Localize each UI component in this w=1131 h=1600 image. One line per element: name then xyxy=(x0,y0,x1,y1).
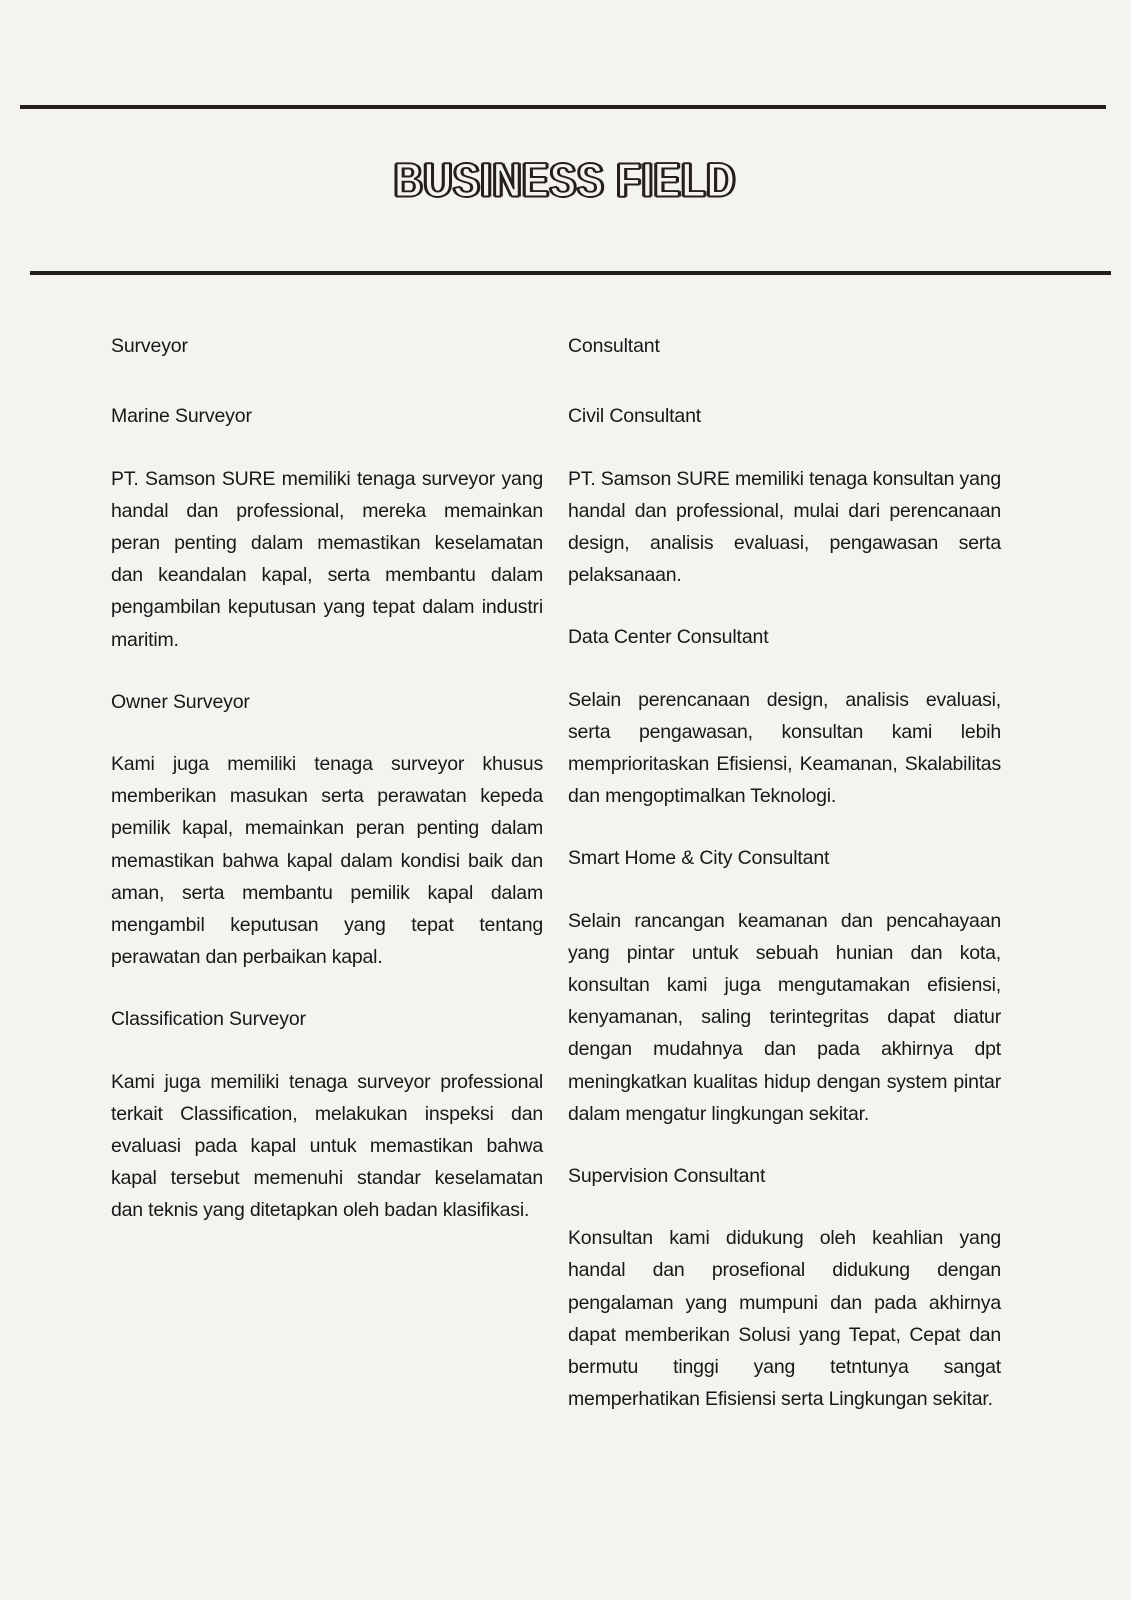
spacer xyxy=(111,1033,543,1066)
section-heading-supervision-consultant: Supervision Consultant xyxy=(568,1164,766,1187)
section-body-classification-surveyor: Kami juga memiliki tenaga surveyor professional terkait Classification, melakukan inspeksi dan evaluasi pada kapal untuk memastikan bahwa kapal tersebut memenuhi standar keselamatan dan teknis yang ditetapkan oleh badan klasifikasi. xyxy=(111,1070,543,1222)
section-heading-owner-surveyor: Owner Surveyor xyxy=(111,690,250,713)
section-body-marine-surveyor: PT. Samson SURE memiliki tenaga surveyor yang handal dan professional, mereka memainkan peran penting dalam memastikan keselamatan dan keandalan kapal, serta membantu dalam pengambilan keputusan yang tepat dalam industri maritim. xyxy=(111,467,543,651)
spacer xyxy=(568,359,1001,404)
section-heading-civil-consultant: Civil Consultant xyxy=(568,405,702,428)
spacer xyxy=(568,430,1001,463)
section-heading-smart-home-city-consultant: Smart Home & City Consultant xyxy=(568,847,830,870)
page-title: BUSINESS FIELD xyxy=(394,152,737,208)
spacer xyxy=(568,812,1001,846)
spacer xyxy=(568,591,1001,625)
content-columns xyxy=(0,334,1131,1600)
spacer xyxy=(111,973,543,1007)
page-title-container xyxy=(0,152,1131,208)
spacer xyxy=(111,656,543,690)
section-heading-classification-surveyor: Classification Surveyor xyxy=(111,1008,306,1031)
spacer xyxy=(568,1189,1001,1222)
column-category-left: Surveyor xyxy=(111,335,188,357)
spacer xyxy=(111,715,543,748)
spacer xyxy=(111,430,543,463)
spacer xyxy=(568,651,1001,684)
section-body-data-center-consultant: Selain perencanaan design, analisis evaluasi, serta pengawasan, konsultan kami lebih memprioritaskan Efisiensi, Keamanan, Skalabilitas dan mengoptimalkan Teknologi. xyxy=(568,688,1001,808)
section-body-civil-consultant: PT. Samson SURE memiliki tenaga konsultan yang handal dan professional, mulai dari perencanaan design, analisis evaluasi, pengawasan serta pelaksanaan. xyxy=(568,467,1002,587)
spacer xyxy=(111,359,543,404)
section-heading-data-center-consultant: Data Center Consultant xyxy=(568,626,769,649)
spacer xyxy=(568,872,1001,905)
spacer xyxy=(568,1130,1001,1164)
section-heading-marine-surveyor: Marine Surveyor xyxy=(111,405,252,428)
section-body-supervision-consultant: Konsultan kami didukung oleh keahlian yang handal dan prosefional didukung dengan pengalaman yang mumpuni dan pada akhirnya dapat memberikan Solusi yang Tepat, Cepat dan bermutu tinggi yang tetntunya sangat memperhatikan Efisiensi serta Lingkungan sekitar. xyxy=(568,1227,1001,1411)
column-surveyor xyxy=(111,334,543,1226)
section-body-smart-home-city-consultant: Selain rancangan keamanan dan pencahayaan yang pintar untuk sebuah hunian dan kota, konsultan kami juga mengutamakan efisiensi, kenyamanan, saling terintegritas dapat diatur dengan mudahnya dan pada akhirnya dpt meningkatkan kualitas hidup dengan system pintar dalam mengatur lingkungan sekitar. xyxy=(568,909,1001,1125)
header-rule-bottom xyxy=(30,271,1111,275)
header-rule-top xyxy=(20,105,1106,109)
column-category-right: Consultant xyxy=(568,335,660,357)
section-body-owner-surveyor: Kami juga memiliki tenaga surveyor khusus memberikan masukan serta perawatan kepeda pemilik kapal, memainkan peran penting dalam memastikan bahwa kapal dalam kondisi baik dan aman, serta membantu pemilik kapal dalam mengambil keputusan yang tepat tentang perawatan dan perbaikan kapal. xyxy=(111,753,543,969)
column-consultant xyxy=(568,334,1001,1415)
